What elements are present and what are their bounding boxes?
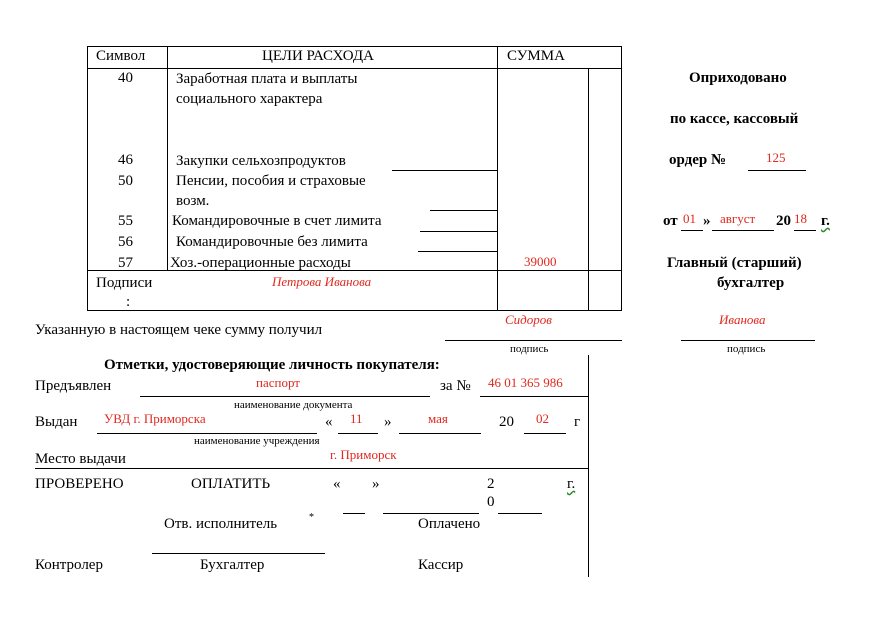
issued-year: 02 — [536, 411, 549, 426]
order-number: 125 — [766, 150, 786, 165]
table-col-divider-1 — [167, 46, 168, 68]
presented-label: Предъявлен — [35, 378, 112, 394]
document-caption: наименование документа — [234, 399, 353, 411]
row-code: 40 — [118, 70, 133, 86]
identity-bottom-line — [35, 468, 588, 469]
cash-line: по кассе, кассовый — [670, 111, 799, 127]
signatures-label: Подписи — [96, 275, 153, 291]
row-text: возм. — [176, 193, 210, 209]
issued-year-prefix: 20 — [499, 414, 514, 430]
pay-year-digit-0: 0 — [487, 494, 495, 510]
chief-accountant-line2: бухгалтер — [717, 275, 785, 291]
pay-year-line — [498, 513, 542, 514]
table-right-border — [621, 46, 622, 311]
issued-month-line — [399, 433, 481, 434]
pay-quote-close: » — [372, 476, 380, 492]
row-text: Хоз.-операционные расходы — [170, 255, 351, 271]
issued-month: мая — [428, 411, 448, 426]
chief-sign-line — [681, 340, 815, 341]
row-code: 46 — [118, 152, 133, 168]
table-col-divider-3 — [588, 68, 589, 311]
pay-quote-open: « — [333, 476, 341, 492]
fill-line — [430, 210, 497, 211]
responsible-star: * — [309, 512, 314, 523]
date-suffix: г. — [821, 213, 830, 229]
accountant-label: Бухгалтер — [200, 557, 265, 573]
row-text: Пенсии, пособия и страховые — [176, 173, 366, 189]
row-code: 56 — [118, 234, 133, 250]
row-text: Заработная плата и выплаты — [176, 71, 358, 87]
date-year-prefix: 20 — [776, 213, 791, 229]
signatures-colon: : — [126, 294, 131, 310]
presented-line — [140, 396, 430, 397]
controller-label: Контролер — [35, 557, 103, 573]
organization-caption: наименование учреждения — [194, 435, 320, 447]
issued-day-line — [338, 433, 378, 434]
pay-year-digit-2: 2 — [487, 476, 495, 492]
row-amount: 39000 — [524, 254, 557, 269]
identity-title: Отметки, удостоверяющие личность покупателя: — [104, 357, 440, 373]
number-value: 46 01 365 986 — [488, 375, 563, 390]
issued-day: 11 — [350, 411, 363, 426]
table-rows-bottom-border — [87, 270, 622, 271]
signatures-value: Петрова Иванова — [272, 274, 372, 289]
receiver-signature: Сидоров — [505, 312, 552, 327]
issued-year-line — [524, 433, 566, 434]
issued-label: Выдан — [35, 414, 78, 430]
received-title: Оприходовано — [689, 70, 787, 86]
receiver-sign-caption: подпись — [510, 343, 549, 355]
issued-quote-close: » — [384, 414, 392, 430]
table-left-border — [87, 46, 88, 311]
issued-year-suffix: г — [574, 414, 581, 430]
responsible-label: Отв. исполнитель — [164, 516, 278, 532]
table-col-divider-2 — [497, 46, 498, 311]
place-value: г. Приморск — [330, 447, 397, 462]
date-year-line — [794, 230, 816, 231]
row-code: 55 — [118, 213, 133, 229]
date-day: 01 — [683, 211, 696, 226]
pay-label: ОПЛАТИТЬ — [191, 476, 271, 492]
place-label: Место выдачи — [35, 451, 126, 467]
row-text: Командировочные в счет лимита — [172, 213, 382, 229]
received-text: Указанную в настоящем чеке сумму получил — [35, 322, 323, 338]
date-month: август — [720, 211, 756, 226]
row-code: 50 — [118, 173, 133, 189]
order-label: ордер № — [669, 152, 727, 168]
presented-value: паспорт — [256, 375, 300, 390]
issued-value: УВД г. Приморска — [104, 411, 206, 426]
chief-signature: Иванова — [719, 312, 766, 327]
row-text: социального характера — [176, 91, 323, 107]
number-line — [480, 396, 588, 397]
table-bottom-border — [87, 310, 622, 311]
issued-line — [97, 433, 317, 434]
header-purpose: ЦЕЛИ РАСХОДА — [262, 48, 374, 64]
chief-sign-caption: подпись — [727, 343, 766, 355]
responsible-sign-line — [152, 553, 325, 554]
fill-line — [392, 170, 497, 171]
date-year: 18 — [794, 211, 807, 226]
fill-line — [420, 231, 497, 232]
header-sum: СУММА — [507, 48, 565, 64]
date-month-line — [712, 230, 774, 231]
issued-quote-open: « — [325, 414, 333, 430]
date-prefix: от — [663, 213, 678, 229]
pay-month-line — [383, 513, 479, 514]
row-text: Командировочные без лимита — [176, 234, 368, 250]
table-col-divider-1b — [167, 68, 168, 270]
header-symbol: Символ — [96, 48, 146, 64]
chief-accountant-line1: Главный (старший) — [667, 255, 802, 271]
checked-label: ПРОВЕРЕНО — [35, 476, 124, 492]
pay-day-line — [343, 513, 365, 514]
fill-line — [418, 251, 497, 252]
number-label: за № — [440, 378, 471, 394]
pay-year-suffix: г. — [567, 476, 576, 492]
paid-label: Оплачено — [418, 516, 481, 532]
date-day-line — [681, 230, 703, 231]
row-code: 57 — [118, 255, 133, 271]
cashier-label: Кассир — [418, 557, 464, 573]
receiver-sign-line — [445, 340, 622, 341]
order-line — [748, 170, 806, 171]
row-text: Закупки сельхозпродуктов — [176, 153, 346, 169]
identity-right-border — [588, 355, 589, 577]
